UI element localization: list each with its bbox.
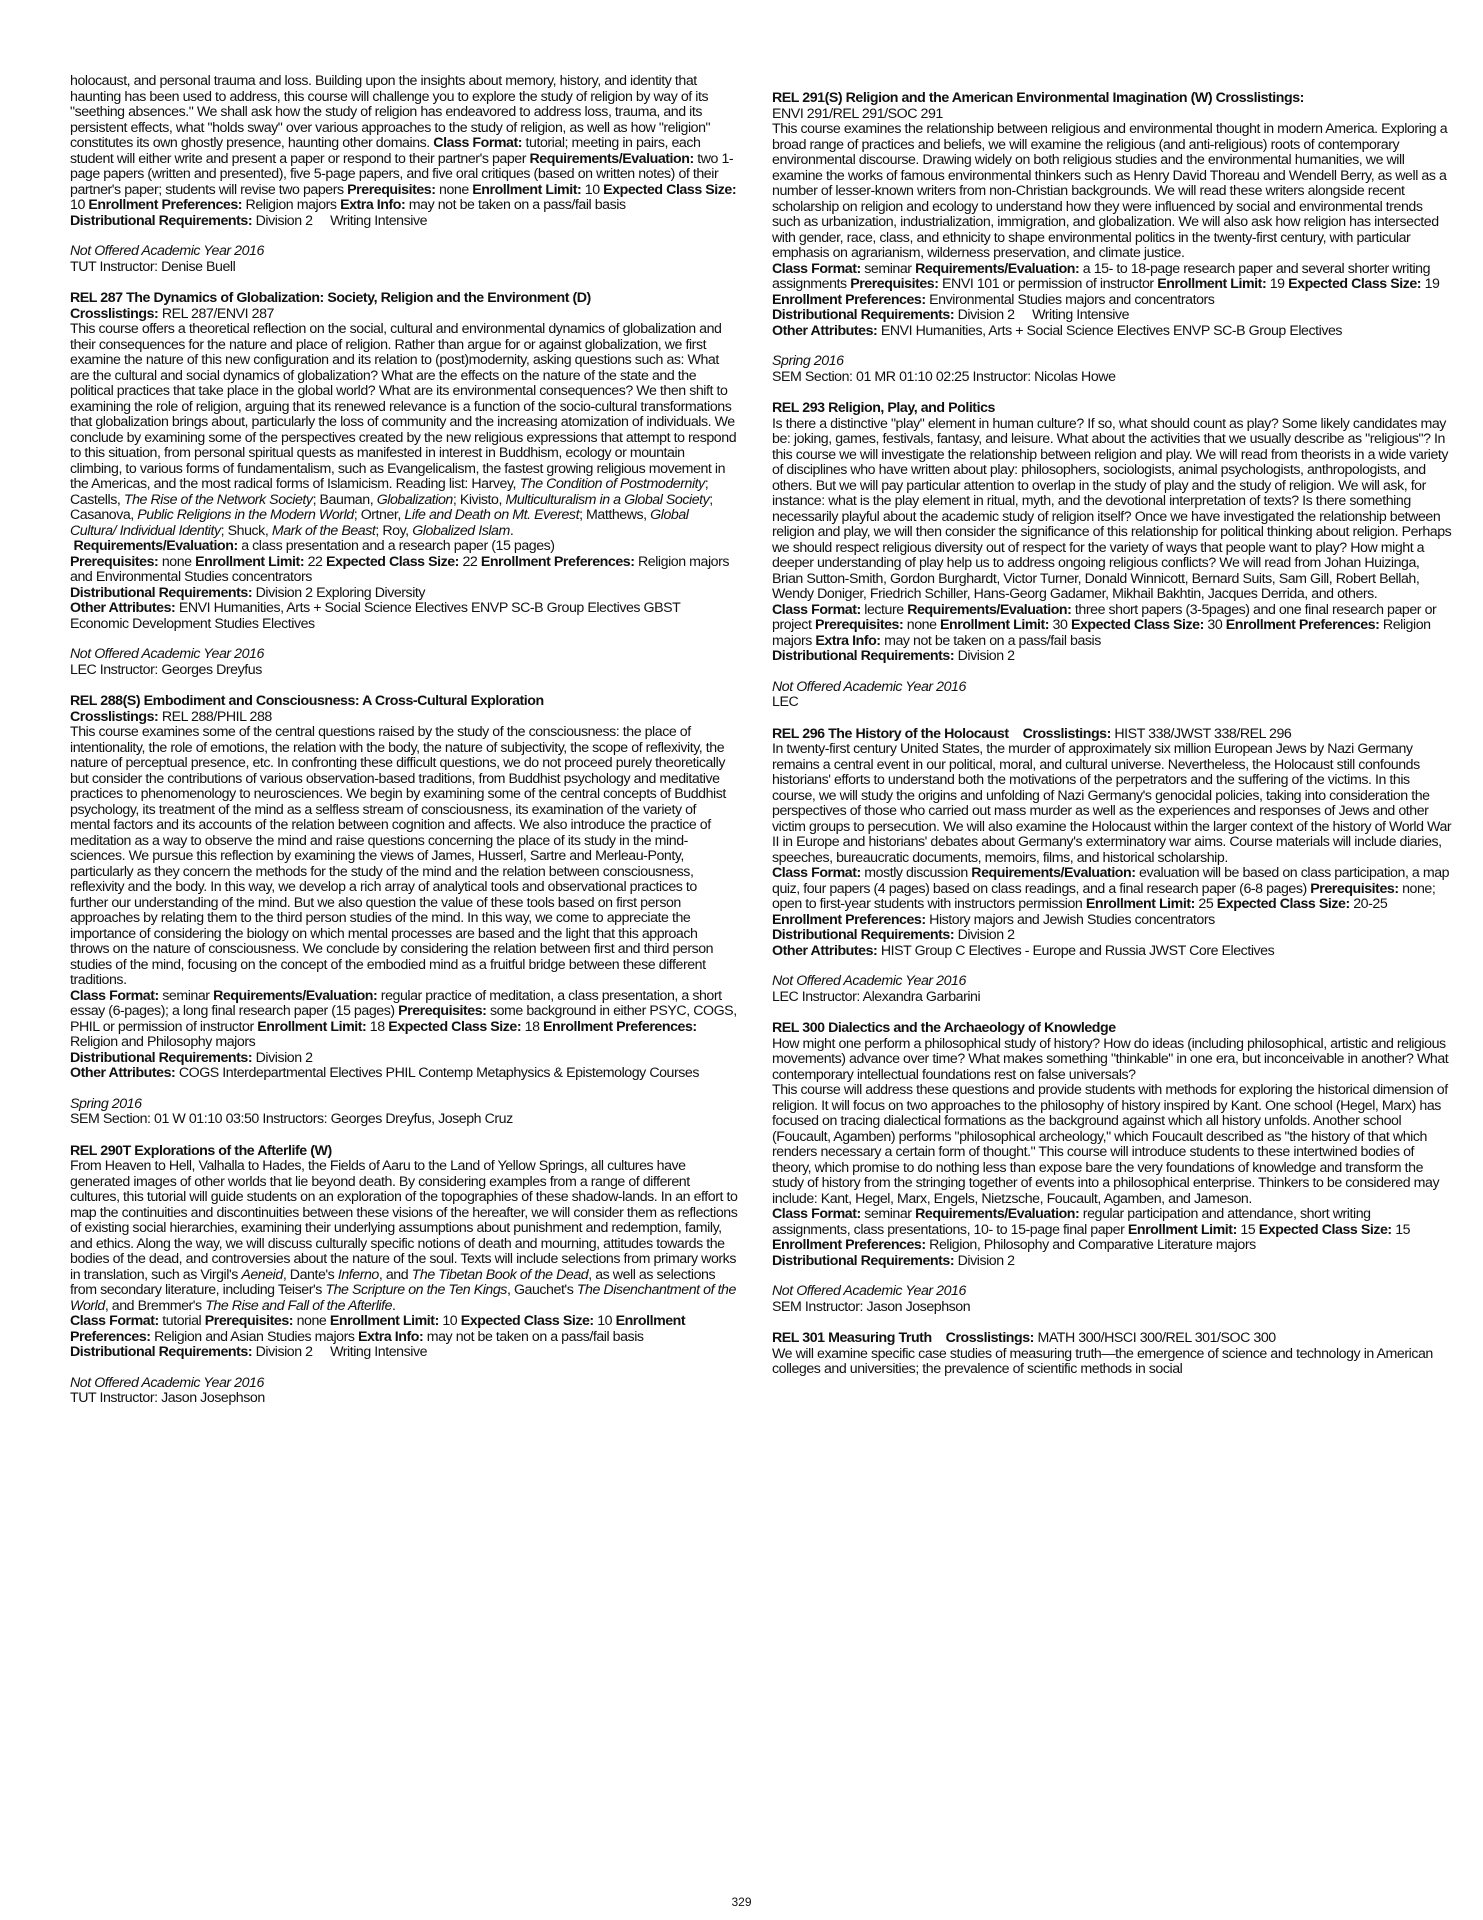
distributional-requirements: Distributional Requirements: Division 2 <box>70 1049 313 1066</box>
course-description: This course examines the relationship between religious and environmental thought in modern America. Exploring a broad range of practices and beliefs, we will examine the religious (and anti-religious) roots of contemporary environmental discourse. Drawing widely on both religious studies and the environmental humanities, we will examine the works of famous environmental thinkers such as Henry David Thoreau and Wendell Berry, as well as a number of lesser-known writers from non-Christian backgrounds. We will read these writers alongside recent scholarship on religion and ecology to understand how they were influenced by social and environmental trends such as urbanization, industrialization, immigration, and globalization. We will also ask how religion has intersected with gender, race, class, and ethnicity to shape environmental politics in the twenty-first century, with particular emphasis on agrarianism, wilderness preservation, and climate justice. <box>772 121 1448 261</box>
term-offered: Spring 2016 <box>772 353 844 369</box>
course-entry-rel-293 <box>772 401 1452 711</box>
course-details: Class Format: seminar Requirements/Evaluation: regular participation and attendance, short writing assignments, class presentations, 10- to 15-page final paper Enrollment Limit: 15 Expected Class Size: 15 Enrollment Preferences: Religion, Philosophy and Comparative Literature majors <box>772 1206 1411 1253</box>
crosslistings: Crosslistings: REL 287/ENVI 287 <box>70 305 274 322</box>
section-instructor: SEM Section: 01 MR 01:10 02:25 Instructor: Nicolas Howe <box>772 368 1116 385</box>
other-attributes: Other Attributes: ENVI Humanities, Arts + Social Science Electives ENVP SC-B Group Electives <box>772 322 1343 339</box>
term-offered: Not Offered Academic Year 2016 <box>70 243 264 259</box>
course-description: From Heaven to Hell, Valhalla to Hades, the Fields of Aaru to the Land of Yellow Springs, all cultures have generated images of other worlds that lie beyond death. By considering examples from a range of different cultures, this tutorial will guide students on an exploration of the topographies of these shadow-lands. In an effort to map the continuities and discontinuities between these visions of the hereafter, we will consider them as reflections of existing social hierarchies, examining their underlying assumptions about punishment and redemption, family, and ethics. Along the way, we will discuss culturally specific notions of death and mourning, attitudes towards the bodies of the dead, and controversies about the nature of the soul. Texts will include selections from primary works in translation, such as Virgil's Aeneid, Dante's Inferno, and The Tibetan Book of the Dead, as well as selections from secondary literature, including Teiser's The Scripture on the Ten Kings, Gauchet's The Disenchantment of the World, and Bremmer's The Rise and Fall of the Afterlife. <box>70 1158 738 1314</box>
term-offered: Not Offered Academic Year 2016 <box>772 1283 966 1299</box>
section-instructor: LEC Instructor: Alexandra Garbarini <box>772 988 981 1005</box>
right-column <box>772 91 1452 1394</box>
course-entry-rel-300 <box>772 1021 1452 1315</box>
other-attributes: Other Attributes: HIST Group C Electives - Europe and Russia JWST Core Electives <box>772 942 1275 959</box>
course-description: How might one perform a philosophical study of history? How do ideas (including philosophical, artistic and religious movements) advance over time? What makes something "thinkable" in one era, but inconceivable in another? What contemporary intellectual foundations rest on false universals? <box>772 1035 1449 1083</box>
left-column <box>70 74 738 1423</box>
course-entry-rel-301 <box>772 1331 1452 1378</box>
course-entry-rel-296 <box>772 727 1452 1006</box>
distributional-requirements: Distributional Requirements: Division 2 Writing Intensive <box>772 307 1130 323</box>
crosslistings: Crosslistings: REL 288/PHIL 288 <box>70 708 272 725</box>
course-description: In twenty-first century United States, the murder of approximately six million European Jews by Nazi Germany remains a central event in our political, moral, and cultural universe. Nevertheless, the Holocaust still confounds historians' efforts to understand both the motivations of the perpetrators and the suffering of the victims. In this course, we will study the origins and unfolding of Nazi Germany's genocidal policies, taking into consideration the perspectives of those who carried out mass murder as well as the experiences and responses of Jews and other victim groups to persecution. We will also examine the Holocaust within the larger context of the history of World War II in Europe and historians' debates about Germany's exterminatory war aims. Course materials will include diaries, speeches, bureaucratic documents, memoirs, films, and historical scholarship. <box>772 741 1452 866</box>
course-heading: REL 291(S) Religion and the American Environmental Imagination (W) Crosslistings: <box>772 90 1304 106</box>
section-instructor: SEM Instructor: Jason Josephson <box>772 1298 971 1315</box>
course-details: Class Format: mostly discussion Requirements/Evaluation: evaluation will be based on class participation, a map quiz, four papers (4 pages) based on class readings, and a final research paper (6-8 pages) Prerequisites: none; open to first-year students with instructors permission Enrollment Limit: 25 Expected Class Size: 20-25 Enrollment Preferences: History majors and Jewish Studies concentrators <box>772 865 1450 928</box>
course-description: We will examine specific case studies of measuring truth—the emergence of science and technology in American colleges and universities; the prevalence of scientific methods in social <box>772 1345 1433 1377</box>
course-entry-rel-290t <box>70 1144 738 1407</box>
term-offered: Not Offered Academic Year 2016 <box>772 678 966 695</box>
course-entry-rel-288 <box>70 694 738 1128</box>
other-attributes: Other Attributes: ENVI Humanities, Arts + Social Science Electives ENVP SC-B Group Electives GBST Economic Development Studies Electives <box>70 600 681 632</box>
distributional-requirements: Distributional Requirements: Division 2 Exploring Diversity <box>70 584 426 601</box>
term-offered: Not Offered Academic Year 2016 <box>772 973 966 989</box>
section-instructor: SEM Section: 01 W 01:10 03:50 Instructors: Georges Dreyfus, Joseph Cruz <box>70 1111 513 1127</box>
course-heading: REL 288(S) Embodiment and Consciousness: A Cross-Cultural Exploration <box>70 693 544 709</box>
other-attributes: Other Attributes: COGS Interdepartmental Electives PHIL Contemp Metaphysics & Epistemology Courses <box>70 1065 700 1081</box>
distributional-requirements: Distributional Requirements: Division 2 <box>772 927 1015 943</box>
section-instructor: TUT Instructor: Denise Buell <box>70 258 236 275</box>
course-requirements: Requirements/Evaluation: a class presentation and a research paper (15 pages) <box>73 538 555 554</box>
distributional-requirements: Distributional Requirements: Division 2 <box>772 648 1015 664</box>
course-heading: REL 300 Dialectics and the Archaeology of Knowledge <box>772 1020 1116 1036</box>
course-description-continued: This course will address these questions and provide students with methods for exploring the historical dimension of religion. It will focus on two approaches to the philosophy of history inspired by Kant. One school (Hegel, Marx) has focused on tracing dialectical formations as the background against which all history unfolds. Another school (Foucault, Agamben) performs "philosophical archeology," which Foucault described as "the history of that which renders necessary a certain form of thought." This course will introduce students to these intertwined bodies of theory, which promise to do nothing less than expose bare the very foundations of knowledge and transform the study of history from the stringing together of events into a philosophical enterprise. Thinkers to be considered may include: Kant, Hegel, Marx, Engels, Nietzsche, Foucault, Agamben, and Jameson. <box>772 1082 1448 1207</box>
course-enrollment: Prerequisites: none Enrollment Limit: 22 Expected Class Size: 22 Enrollment Preferences: Religion majors and Environmental Studies concentrators <box>70 553 730 585</box>
course-heading: REL 290T Explorations of the Afterlife (W) <box>70 1142 332 1159</box>
distributional-requirements: Distributional Requirements: Division 2 Writing Intensive <box>70 1344 428 1360</box>
course-heading: REL 293 Religion, Play, and Politics <box>772 400 995 416</box>
term-offered: Spring 2016 <box>70 1095 142 1112</box>
course-entry-rel-287 <box>70 291 738 678</box>
course-details: Class Format: seminar Requirements/Evaluation: regular practice of meditation, a class presentation, a short essay (6-pages); a long final research paper (15 pages) Prerequisites: some background in either PSYC, COGS, PHIL or permission of instructor Enrollment Limit: 18 Expected Class Size: 18 Enrollment Preferences: Religion and Philosophy majors <box>70 987 737 1050</box>
course-description: holocaust, and personal trauma and loss. Building upon the insights about memory, history, and identity that haunting has been used to address, this course will challenge you to explore the study of religion by way of its "seething absences." We shall ask how the study of religion has endeavored to address loss, trauma, and its persistent effects, what "holds sway" over various approaches to the study of religion, as well as how "religion" constitutes its own ghostly presence, haunting other domains. Class Format: tutorial; meeting in pairs, each student will either write and present a paper or respond to their partner's paper Requirements/Evaluation: two 1-page papers (written and presented), five 5-page papers, and five oral critiques (based on written notes) of their partner's paper; students will revise two papers Prerequisites: none Enrollment Limit: 10 Expected Class Size: 10 Enrollment Preferences: Religion majors Extra Info: may not be taken on a pass/fail basis <box>70 73 737 213</box>
distributional-requirements: Distributional Requirements: Division 2 <box>772 1252 1015 1269</box>
section-instructor: LEC Instructor: Georges Dreyfus <box>70 661 262 678</box>
section-instructor: TUT Instructor: Jason Josephson <box>70 1390 265 1406</box>
course-description: This course examines some of the central questions raised by the study of the consciousness: the place of intentionality, the role of emotions, the relation with the body, the nature of subjectivity, the scope of reflexivity, the nature of perceptual presence, etc. In confronting these difficult questions, we do not proceed purely theoretically but consider the contributions of various observation-based traditions, from Buddhist psychology and meditative practices to phenomenology to neurosciences. We begin by examining some of the central concepts of Buddhist psychology, its treatment of the mind as a selfless stream of consciousness, its examination of the variety of mental factors and its accounts of the relation between cognition and affects. We also introduce the practice of meditation as a way to observe the mind and raise questions concerning the place of its study in the mind-sciences. We pursue this reflection by examining the views of James, Husserl, Sartre and Merleau-Ponty, particularly as they concern the methods for the study of the mind and the relation between consciousness, reflexivity and the body. In this way, we develop a rich array of analytical tools and observational practices to further our understanding of the mind. But we also question the value of these tools based on first person approaches by relating them to the third person studies of the mind. In this way, we come to appreciate the importance of considering the biology on which mental processes are based and the light that this approach throws on the nature of consciousness. We conclude by considering the relation between first and third person studies of the mind, focusing on the concept of the embodied mind as a fruitful bridge between these different traditions. <box>70 724 726 988</box>
course-description: This course offers a theoretical reflection on the social, cultural and environmental dynamics of globalization and their consequences for the nature and place of religion. Rather than argue for or against globalization, we first examine the nature of this new configuration and its relation to (post)modernity, asking questions such as: What are the cultural and social dynamics of globalization? What are the effects on the nature of the state and the political practices that take place in the global world? What are its environmental consequences? We then shift to examining the role of religion, arguing that its renewed relevance is a function of the socio-cultural transformations that globalization brings about, particularly the loss of community and the increasing atomization of individuals. We conclude by examining some of the perspectives created by the new religious expressions that attempt to respond to this situation, from personal spiritual quests as manifested in interest in Buddhism, ecology or mountain climbing, to various forms of fundamentalism, such as Evangelicalism, the fastest growing religious movement in the Americas, and the most radical forms of Islamicism. Reading list: Harvey, The Condition of Postmodernity; Castells, The Rise of the Network Society; Bauman, Globalization; Kivisto, Multiculturalism in a Global Society; Casanova, Public Religions in the Modern World; Ortner, Life and Death on Mt. Everest; Matthews, Global Cultura/ Individual Identity; Shuck, Mark of the Beast; Roy, Globalized Islam. <box>70 321 737 539</box>
course-details: Class Format: seminar Requirements/Evaluation: a 15- to 18-page research paper and several shorter writing assignments Prerequisites: ENVI 101 or permission of instructor Enrollment Limit: 19 Expected Class Size: 19 Enrollment Preferences: Environmental Studies majors and concentrators <box>772 260 1440 308</box>
course-entry-rel-291 <box>772 91 1452 385</box>
term-offered: Not Offered Academic Year 2016 <box>70 646 264 662</box>
section-instructor: LEC <box>772 694 799 710</box>
term-offered: Not Offered Academic Year 2016 <box>70 1374 264 1391</box>
course-details: Class Format: lecture Requirements/Evaluation: three short papers (3-5pages) and one final research paper or project Prerequisites: none Enrollment Limit: 30 Expected Class Size: 30 Enrollment Preferences: Religion majors Extra Info: may not be taken on a pass/fail basis <box>772 601 1437 649</box>
course-heading: REL 287 The Dynamics of Globalization: Society, Religion and the Environment (D) <box>70 290 591 306</box>
course-heading-line: REL 301 Measuring Truth Crosslistings: MATH 300/HSCI 300/REL 301/SOC 300 <box>772 1330 1276 1346</box>
distributional-requirements: Distributional Requirements: Division 2 Writing Intensive <box>70 212 428 229</box>
course-heading-line: REL 296 The History of the Holocaust Crosslistings: HIST 338/JWST 338/REL 296 <box>772 725 1292 742</box>
crosslistings: ENVI 291/REL 291/SOC 291 <box>772 105 943 122</box>
course-details: Class Format: tutorial Prerequisites: none Enrollment Limit: 10 Expected Class Size: 10 Enrollment Preferences: Religion and Asian Studies majors Extra Info: may not be taken on a pass/fail basis <box>70 1313 686 1345</box>
course-entry-continued <box>70 74 738 275</box>
course-description: Is there a distinctive "play" element in human culture? If so, what should count as play? Some likely candidates may be: joking, games, festivals, fantasy, and leisure. What about the activities that we usually describe as "religious"? In this course we will investigate the relationship between religion and play. We will read from theorists in a wide variety of disciplines who have written about play: philosophers, sociologists, animal psychologists, anthropologists, and others. But we will pay particular attention to overlap in the study of play and the study of religion. We will ask, for instance: what is the play element in ritual, myth, and the devotional interpretation of texts? Is there something necessarily playful about the academic study of religion itself? Once we have investigated the relationship between religion and play, we will then consider the significance of this relationship for political thinking about religion. Perhaps we should respect religious diversity out of respect for the variety of ways that people want to play? How might a deeper understanding of play help us to address ongoing religious conflicts? We will read from Johan Huizinga, Brian Sutton-Smith, Gordon Burghardt, Victor Turner, Donald Winnicott, Bernard Suits, Sam Gill, Robert Bellah, Wendy Doniger, Friedrich Schiller, Hans-Georg Gadamer, Mikhail Bakhtin, Jacques Derrida, and others. <box>772 415 1452 602</box>
page-number: 329 <box>731 1895 752 1909</box>
